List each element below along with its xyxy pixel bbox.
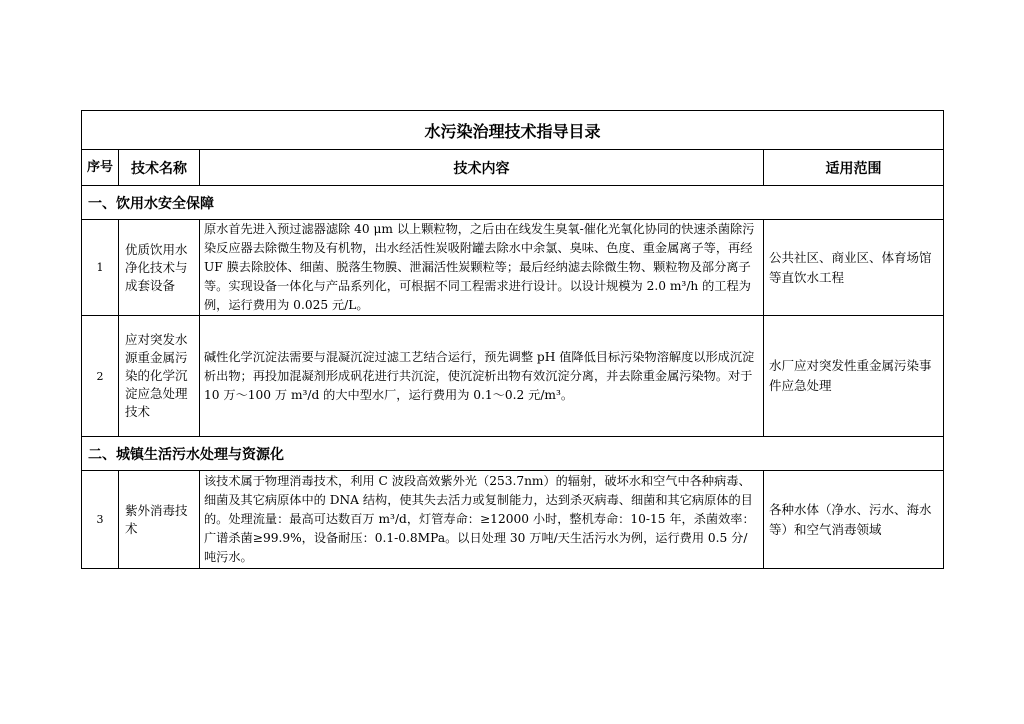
row-scope: 公共社区、商业区、体育场馆等直饮水工程	[764, 220, 944, 316]
table-row	[82, 471, 944, 569]
row-scope: 水厂应对突发性重金属污染事件应急处理	[764, 316, 944, 437]
section-row	[82, 437, 944, 471]
header-scope: 适用范围	[764, 150, 944, 186]
row-tech-name: 优质饮用水净化技术与成套设备	[119, 220, 200, 316]
technology-directory-table	[81, 110, 944, 569]
header-name: 技术名称	[119, 150, 200, 186]
row-tech-content: 该技术属于物理消毒技术，利用 C 波段高效紫外光（253.7nm）的辐射，破坏水和空气中各种病毒、细菌及其它病原体中的 DNA 结构，使其失去活力或复制能力，达到杀灭病毒、细菌和其它病原体的目的。处理流量：最高可达数百万 m³/d，灯管寿命：≥12000 小时，整机寿命：10-15 年，杀菌效率：广谱杀菌≥99.9%，设备耐压：0.1-0.8MPa。以日处理 30 万吨/天生活污水为例，运行费用 0.5 分/吨污水。	[200, 471, 764, 569]
title-row	[82, 111, 944, 150]
document-title: 水污染治理技术指导目录	[82, 111, 944, 150]
row-scope: 各种水体（净水、污水、海水等）和空气消毒领域	[764, 471, 944, 569]
row-tech-content: 原水首先进入预过滤器滤除 40 μm 以上颗粒物，之后由在线发生臭氧-催化光氧化协同的快速杀菌除污染反应器去除微生物及有机物，出水经活性炭吸附罐去除水中余氯、臭味、色度、重金属离子等，再经 UF 膜去除胶体、细菌、脱落生物膜、泄漏活性炭颗粒等；最后经纳滤去除微生物、颗粒物及部分离子等。实现设备一体化与产品系列化，可根据不同工程需求进行设计。以设计规模为 2.0 m³/h 的工程为例，运行费用为 0.025 元/L。	[200, 220, 764, 316]
header-content: 技术内容	[200, 150, 764, 186]
header-row	[82, 150, 944, 186]
row-tech-name: 紫外消毒技术	[119, 471, 200, 569]
section-heading: 二、城镇生活污水处理与资源化	[82, 437, 944, 471]
row-seq: 1	[82, 220, 119, 316]
row-tech-name: 应对突发水源重金属污染的化学沉淀应急处理技术	[119, 316, 200, 437]
table-row	[82, 316, 944, 437]
row-tech-content: 碱性化学沉淀法需要与混凝沉淀过滤工艺结合运行，预先调整 pH 值降低目标污染物溶解度以形成沉淀析出物；再投加混凝剂形成矾花进行共沉淀，使沉淀析出物有效沉淀分离，并去除重金属污染物。对于 10 万～100 万 m³/d 的大中型水厂，运行费用为 0.1～0.2 元/m³。	[200, 316, 764, 437]
section-heading: 一、饮用水安全保障	[82, 186, 944, 220]
row-seq: 2	[82, 316, 119, 437]
section-row	[82, 186, 944, 220]
header-seq: 序号	[82, 150, 119, 186]
table-row	[82, 220, 944, 316]
row-seq: 3	[82, 471, 119, 569]
